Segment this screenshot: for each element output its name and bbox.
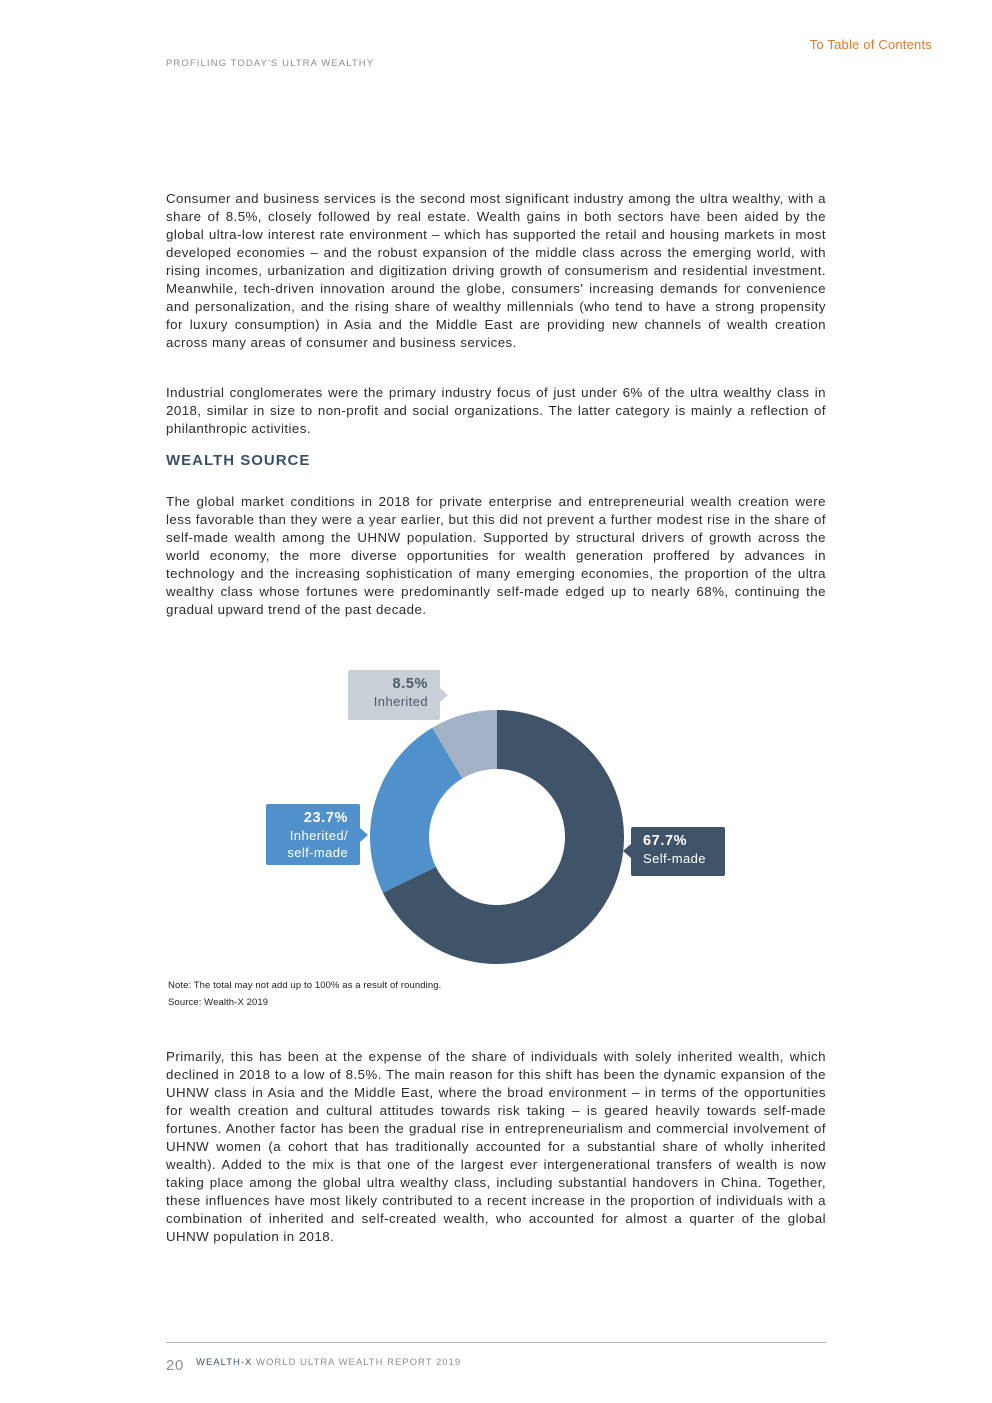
paragraph-wealth-source: The global market conditions in 2018 for private enterprise and entrepreneurial wealth creation were less favorable than they were a year earlier, but this did not prevent a further modest rise in the share of self-made wealth among the UHNW population. Supported by structural drivers of growth across the world economy, the more diverse opportunities for wealth generation proffered by advances in technology and the increasing sophistication of many emerging economies, the proportion of the ultra wealthy class whose fortunes were predominantly self-made edged up to nearly 68%, continuing the gradual upward trend of the past decade. [166,494,826,617]
table-of-contents-link[interactable]: To Table of Contents [809,37,932,52]
category-label-inherited-self-made-line2: self-made [287,845,348,860]
value-label-inherited-self-made: 23.7% [303,810,348,826]
footer-divider [166,1342,827,1343]
footer-report-title [196,1357,461,1368]
category-label-inherited-self-made-line1: Inherited/ [289,828,348,843]
callout-self-made [631,827,725,876]
wealth-source-chart [0,660,992,980]
category-label-inherited: Inherited [373,694,428,709]
callout-inherited-self-made [266,804,360,865]
paragraph-inherited-wealth: Primarily, this has been at the expense of the share of individuals with solely inherited wealth, which declined in 2018 to a low of 8.5%. The main reason for this shift has been the dynamic expansion of the UHNW class in Asia and the Middle East, where the broad environment – in terms of the opportunities for wealth creation and cultural attitudes towards risk taking – is geared heavily towards self-made fortunes. Another factor has been the gradual rise in entrepreneurialism and commercial involvement of UHNW women (a cohort that has traditionally accounted for a substantial share of wholly inherited wealth). Added to the mix is that one of the largest ever intergenerational transfers of wealth is now taking place among the global ultra wealthy class, including substantial handovers in China. Together, these influences have most likely contributed to a recent increase in the proportion of individuals with a combination of inherited and self-created wealth, who accounted for almost a quarter of the global UHNW population in 2018. [166,1049,826,1244]
donut-chart [370,710,624,964]
value-label-self-made: 67.7% [643,833,688,849]
running-head: PROFILING TODAY'S ULTRA WEALTHY [166,58,375,69]
paragraph-consumer-services: Consumer and business services is the second most significant industry among the ultra wealthy, with a share of 8.5%, closely followed by real estate. Wealth gains in both sectors have been aided by the global ultra-low interest rate environment – which has supported the retail and housing markets in most developed economies – and the robust expansion of the middle class across the emerging world, with rising incomes, urbanization and digitization driving growth of consumerism and residential investment. Meanwhile, tech-driven innovation around the globe, consumers' increasing demands for convenience and personalization, and the rising share of wealthy millennials (who tend to have a strong propensity for luxury consumption) in Asia and the Middle East are providing new channels of wealth creation across many areas of consumer and business services. [166,191,826,350]
chart-source: Source: Wealth-X 2019 [168,997,269,1008]
footer-title-text: WORLD ULTRA WEALTH REPORT 2019 [252,1357,462,1368]
section-heading: WEALTH SOURCE [166,452,311,469]
category-label-self-made: Self-made [643,851,706,866]
page-number: 20 [166,1357,184,1374]
value-label-inherited: 8.5% [392,676,428,692]
chart-note: Note: The total may not add up to 100% as a result of rounding. [168,980,442,991]
footer-brand: WEALTH-X [196,1357,253,1368]
paragraph-industrial-conglomerates: Industrial conglomerates were the primary industry focus of just under 6% of the ultra wealthy class in 2018, similar in size to non-profit and social organizations. The latter category is mainly a reflection of philanthropic activities. [166,385,826,436]
